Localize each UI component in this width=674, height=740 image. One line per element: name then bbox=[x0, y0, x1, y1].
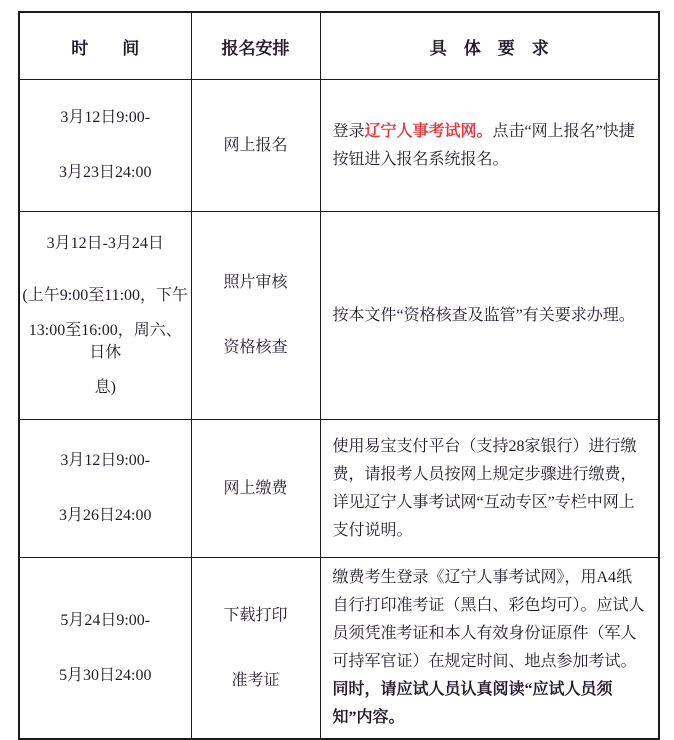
header-cell-time: 时 间 bbox=[19, 12, 191, 80]
table-body bbox=[19, 80, 659, 740]
time-cell bbox=[19, 80, 191, 212]
arrangement-line: 资格核查 bbox=[223, 339, 288, 356]
registration-schedule-table bbox=[18, 11, 660, 740]
arrangement-line: 下载打印 bbox=[223, 606, 288, 624]
table-row bbox=[19, 80, 659, 212]
requirement-cell bbox=[320, 420, 659, 558]
table-row bbox=[19, 558, 659, 740]
arrangement-cell bbox=[191, 80, 320, 212]
requirement-cell bbox=[320, 80, 659, 212]
time-line: 5月24日9:00- bbox=[60, 611, 151, 629]
time-line: 5月30日24:00 bbox=[59, 666, 152, 684]
arrangement-line: 网上缴费 bbox=[223, 479, 288, 497]
requirement-text-segment: 同时，请应试人员认真阅读“应试人员须知”内容。 bbox=[332, 681, 613, 726]
requirement-text-segment: 点击“网上报名”快捷按钮进入报名系统报名。 bbox=[332, 122, 635, 168]
time-line: 3月12日9:00- bbox=[60, 452, 151, 469]
arrangement-line: 网上报名 bbox=[223, 136, 288, 154]
requirement-text-segment: 缴费考生登录《辽宁人事考试网》，用A4纸自行打印准考证（黑白、彩色均可）。应试人员须凭准考证和本人有效身份证原件（军人可持军官证）在规定时间、地点参加考试。 bbox=[332, 569, 645, 670]
requirement-text bbox=[333, 564, 649, 732]
time-cell bbox=[19, 558, 191, 740]
arrangement-cell bbox=[191, 212, 320, 420]
time-line: (上午9:00至11:00，下午 bbox=[22, 286, 189, 304]
time-line: 3月26日24:00 bbox=[59, 507, 152, 524]
requirement-cell bbox=[320, 212, 659, 420]
header-cell-arrangement: 报名安排 bbox=[191, 12, 320, 80]
table-header-row bbox=[19, 12, 659, 80]
time-cell bbox=[19, 212, 191, 420]
requirement-text bbox=[333, 302, 649, 330]
requirement-cell bbox=[320, 558, 659, 740]
requirement-text-segment: 使用易宝支付平台（支持28家银行）进行缴费，请报考人员按网上规定步骤进行缴费，详见辽宁人事考试网“互动专区”专栏中网上支付说明。 bbox=[332, 437, 637, 539]
time-line: 息) bbox=[94, 378, 116, 396]
arrangement-cell bbox=[191, 558, 320, 740]
requirement-text bbox=[333, 118, 649, 174]
arrangement-line: 照片审核 bbox=[223, 274, 288, 291]
time-line: 3月12日9:00- bbox=[60, 109, 151, 126]
arrangement-line: 准考证 bbox=[231, 671, 280, 689]
requirement-text-segment: 辽宁人事考试网。 bbox=[364, 122, 493, 140]
requirement-text bbox=[333, 433, 649, 545]
time-line: 3月23日24:00 bbox=[59, 164, 152, 181]
requirement-text-segment: 登录 bbox=[332, 122, 365, 140]
time-line: 13:00至16:00，周六、日休 bbox=[28, 321, 182, 361]
table-row bbox=[19, 212, 659, 420]
table-row bbox=[19, 420, 659, 558]
time-cell bbox=[19, 420, 191, 558]
requirement-text-segment: 按本文件“资格核查及监管”有关要求办理。 bbox=[332, 306, 635, 324]
time-line: 3月12日-3月24日 bbox=[46, 234, 164, 252]
arrangement-cell bbox=[191, 420, 320, 558]
header-cell-requirements: 具 体 要 求 bbox=[320, 12, 659, 80]
